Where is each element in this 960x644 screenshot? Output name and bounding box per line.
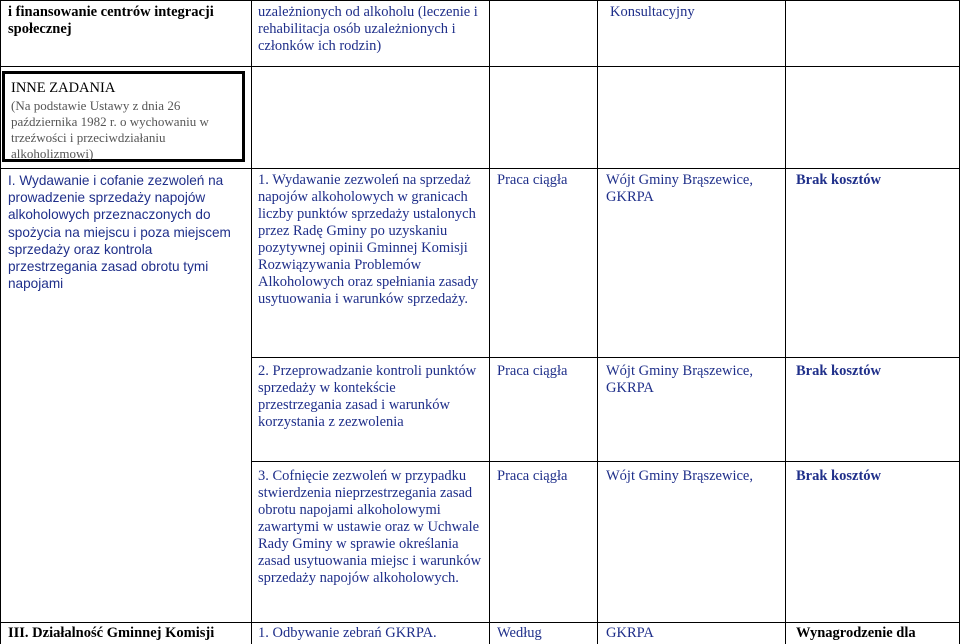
grid-line-h-row1 (0, 168, 960, 169)
grid-line-v1 (251, 0, 252, 644)
section1-heading: I. Wydawanie i cofanie zezwoleń na prowadzenie sprzedaży napojów alkoholowych przeznaczonych do spożycia na miejscu i poza miejscem sprzedaży oraz kontrola przestrzegania zasad obrotu tymi napojami (8, 173, 231, 292)
section3-heading: III. Działalność Gminnej Komisji (8, 625, 215, 641)
other-tasks-box (2, 71, 245, 162)
task2-period: Praca ciągła (497, 363, 568, 379)
other-tasks-title: INNE ZADANIA (11, 80, 116, 96)
grid-line-v3 (597, 0, 598, 644)
task2-cost: Brak kosztów (796, 363, 881, 379)
task3-description: 3. Cofnięcie zezwoleń w przypadku stwierdzenia nieprzestrzegania zasad obrotu napojami alkoholowymi zawartymi w ustawie oraz w Uchwale Rady Gminy w sprawie określania zasad usytuowania miejsc i warunków sprzedaży napojów alkoholowych. (258, 468, 482, 586)
task1-description: 1. Wydawanie zezwoleń na sprzedaż napojów alkoholowych w granicach liczby punktów sprzedaży ustalonych przez Radę Gminy po uzyskaniu pozytywnej opinii Gminnej Komisji Rozwiązywania Problemów Alkoholowych oraz spełniania zasady usytuowania i warunków sprzedaży. (258, 172, 479, 307)
section3-task: 1. Odbywanie zebrań GKRPA. (258, 625, 437, 641)
task3-responsible: Wójt Gminy Brąszewice, (606, 468, 753, 484)
grid-line-h-top (0, 0, 960, 1)
section3-responsible: GKRPA (606, 625, 654, 641)
other-tasks-subtitle: (Na podstawie Ustawy z dnia 26 października 1982 r. o wychowaniu w trzeźwości i przeciwdziałaniu alkoholizmowi) (11, 98, 209, 161)
section3-period: Według (497, 625, 542, 641)
task2-responsible: Wójt Gminy Brąszewice, GKRPA (606, 363, 753, 396)
task1-responsible: Wójt Gminy Brąszewice, GKRPA (606, 172, 753, 205)
grid-line-v2 (489, 0, 490, 644)
task2-description: 2. Przeprowadzanie kontroli punktów sprzedaży w kontekście przestrzegania zasad i warunków korzystania z zezwolenia (258, 363, 477, 430)
grid-line-h-row-section3 (0, 622, 960, 623)
task3-cost: Brak kosztów (796, 468, 881, 484)
row0-col2-text: uzależnionych od alkoholu (leczenie i rehabilitacja osób uzależnionych i członków ich rodzin) (258, 4, 478, 54)
grid-line-h-row0 (0, 66, 960, 67)
task1-cost: Brak kosztów (796, 172, 881, 188)
task1-period: Praca ciągła (497, 172, 568, 188)
grid-line-h-row-task2 (251, 357, 960, 358)
row0-col3-text: Konsultacyjny (610, 4, 695, 20)
task3-period: Praca ciągła (497, 468, 568, 484)
row0-col1-text: i finansowanie centrów integracji społecznej (8, 4, 214, 37)
grid-line-v4 (785, 0, 786, 644)
grid-line-h-row-task3 (251, 461, 960, 462)
section3-cost: Wynagrodzenie dla (796, 625, 916, 641)
grid-line-v0 (0, 0, 1, 644)
